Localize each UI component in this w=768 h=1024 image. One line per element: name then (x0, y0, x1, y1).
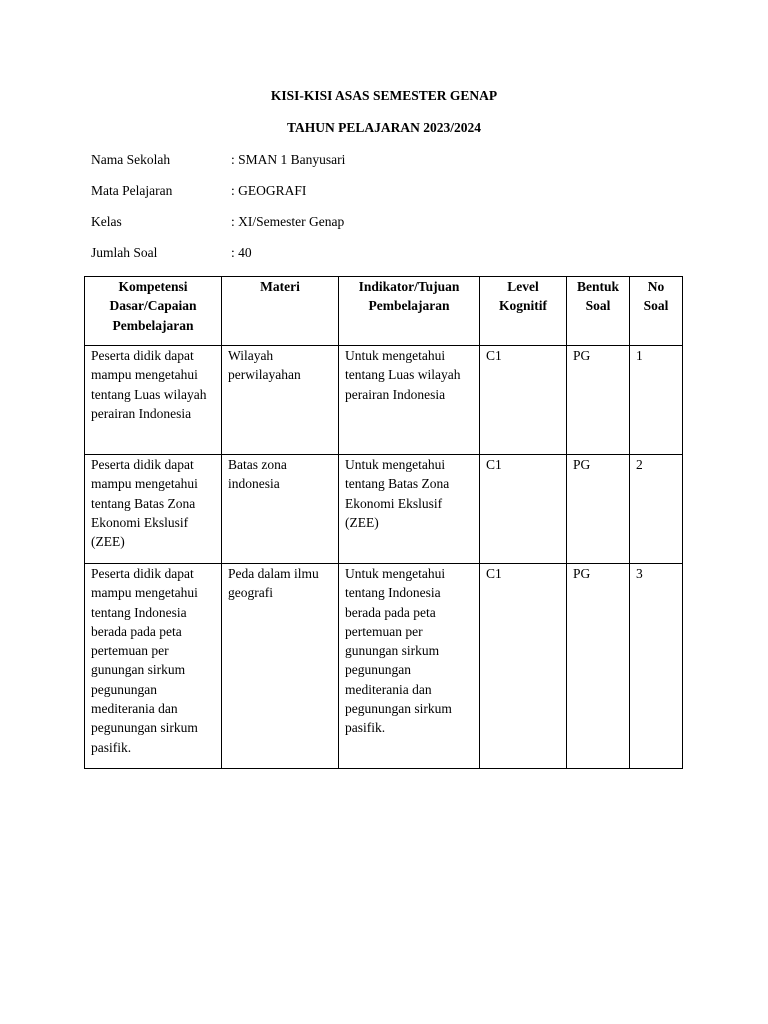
header-bentuk-soal: Bentuk Soal (567, 277, 630, 346)
info-row-subject (91, 181, 306, 201)
header-no-soal: No Soal (630, 277, 683, 346)
info-value-subject: : GEOGRAFI (231, 183, 307, 198)
info-value-class: : XI/Semester Genap (231, 214, 345, 229)
cell-level: C1 (480, 346, 567, 455)
cell-indikator: Untuk mengetahui tentang Luas wilayah perairan Indonesia (339, 346, 480, 455)
info-row-question-count (91, 243, 252, 263)
document-subtitle: TAHUN PELAJARAN 2023/2024 (286, 120, 481, 135)
cell-bentuk: PG (567, 455, 630, 564)
cell-materi: Peda dalam ilmu geografi (222, 564, 339, 769)
info-label-subject: Mata Pelajaran (91, 183, 173, 198)
header-level-kognitif: Level Kognitif (480, 277, 567, 346)
document-title: KISI-KISI ASAS SEMESTER GENAP (270, 88, 498, 103)
info-label-question-count: Jumlah Soal (91, 245, 158, 260)
info-row-class (91, 212, 344, 232)
cell-level: C1 (480, 564, 567, 769)
kisi-kisi-table (84, 276, 683, 769)
header-indikator: Indikator/Tujuan Pembelajaran (339, 277, 480, 346)
table-header-row (85, 277, 683, 346)
cell-level: C1 (480, 455, 567, 564)
info-row-school (91, 150, 345, 170)
cell-no: 1 (630, 346, 683, 455)
info-value-question-count: : 40 (231, 245, 252, 260)
cell-materi: Wilayah perwilayahan (222, 346, 339, 455)
info-value-school: : SMAN 1 Banyusari (231, 152, 346, 167)
table-row (85, 455, 683, 564)
cell-materi: Batas zona indonesia (222, 455, 339, 564)
cell-kompetensi: Peserta didik dapat mampu mengetahui tentang Indonesia berada pada peta pertemuan per gunungan sirkum pegunungan mediterania dan pegunungan sirkum pasifik. (85, 564, 222, 769)
header-materi: Materi (222, 277, 339, 346)
info-label-school: Nama Sekolah (91, 152, 171, 167)
cell-bentuk: PG (567, 564, 630, 769)
cell-no: 3 (630, 564, 683, 769)
cell-no: 2 (630, 455, 683, 564)
cell-indikator: Untuk mengetahui tentang Batas Zona Ekonomi Ekslusif (ZEE) (339, 455, 480, 564)
cell-kompetensi: Peserta didik dapat mampu mengetahui tentang Luas wilayah perairan Indonesia (85, 346, 222, 455)
cell-indikator: Untuk mengetahui tentang Indonesia berada pada peta pertemuan per gunungan sirkum pegunungan mediterania dan pegunungan sirkum pasifik. (339, 564, 480, 769)
cell-bentuk: PG (567, 346, 630, 455)
info-label-class: Kelas (91, 214, 122, 229)
table-row (85, 564, 683, 769)
cell-kompetensi: Peserta didik dapat mampu mengetahui tentang Batas Zona Ekonomi Ekslusif (ZEE) (85, 455, 222, 564)
header-kompetensi: Kompetensi Dasar/Capaian Pembelajaran (85, 277, 222, 346)
table-row (85, 346, 683, 455)
